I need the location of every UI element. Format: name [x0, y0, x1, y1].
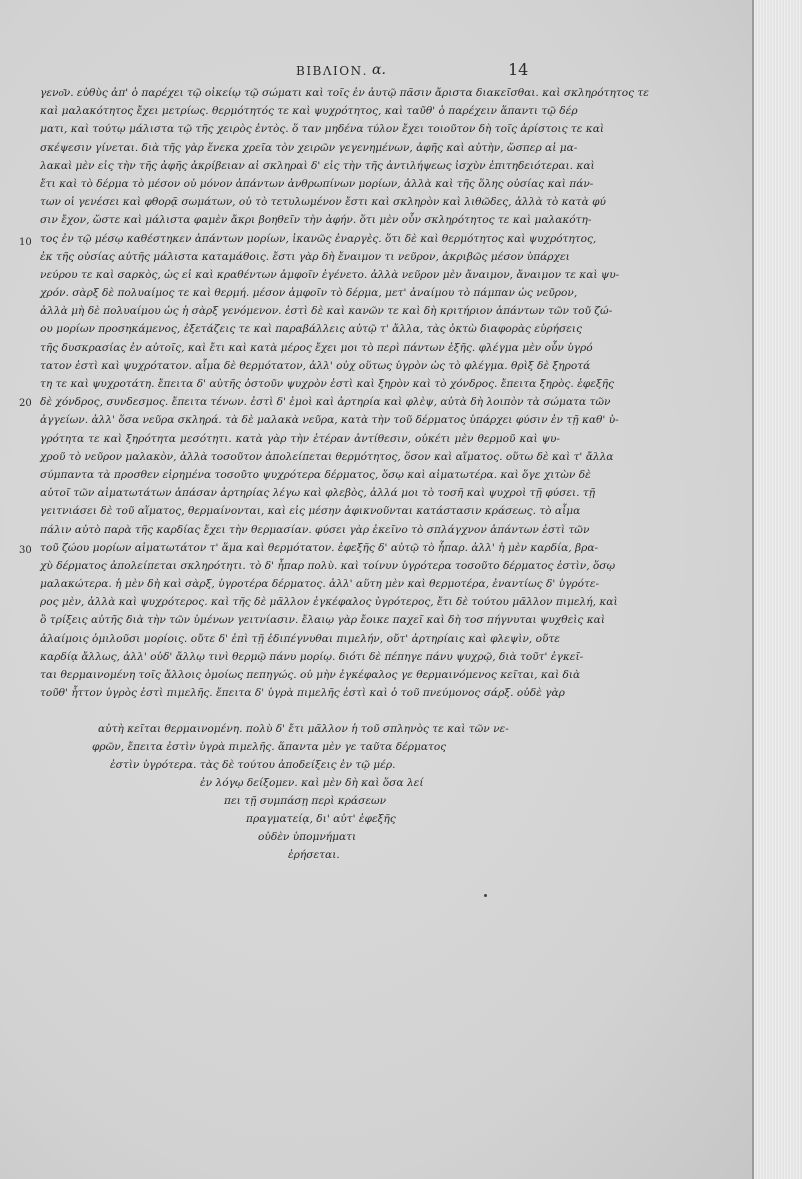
text-line: των οἱ γενέσει καὶ φθορᾷ σωμάτων, οὐ τὸ τετυλωμένον ἔστι καὶ σκληρὸν καὶ λιθῶδες, ἀλλὰ τὸ κατὰ φύ — [40, 196, 606, 209]
text-line: σύμπαντα τὰ προσθεν εἰρημένα τοσοῦτο ψυχρότερα δέρματος, ὅσῳ καὶ αἱματωτέρα. καὶ ὅγε χιτὼν δὲ — [40, 468, 591, 481]
running-header — [0, 60, 752, 84]
closing-text-line: οὐδὲν ὑπομνήματι — [258, 831, 357, 843]
text-line: ἀλλὰ μὴ δὲ πολυαίμου ὡς ἡ σὰρξ γενόμενον. ἐστὶ δὲ καὶ κανῶν τε καὶ δὴ κριτήριον ἁπάντων τῶν τοῦ ζώ- — [40, 305, 613, 318]
main-text-block — [40, 84, 649, 702]
text-line: γρότητα τε καὶ ξηρότητα μεσότητι. κατὰ γὰρ τὴν ἑτέραν ἀντίθεσιν, οὐκέτι μὲν θερμοῦ καὶ ψυ- — [40, 432, 560, 445]
text-line: χὺ δέρματος ἀπολείπεται σκληρότητι. τὸ δ' ἧπαρ πολὺ. καὶ τοίνυν ὑγρότερα τοσοῦτο δέρματος ἐστὶν, ὅσῳ — [40, 559, 616, 572]
text-line: γενο͂ν. εὐθὺς ἀπ' ὁ παρέχει τῷ οἰκείῳ τῷ σώματι καὶ τοῖς ἐν ἀυτῷ πᾶσιν ἄριστα διακεῖσθαι. καὶ σκληρότητος τε — [40, 87, 649, 99]
text-line: λακαὶ μὲν εἰς τὴν τῆς ἀφῆς ἀκρίβειαν αἱ σκληραὶ δ' εἰς τὴν τῆς ἀντιλήψεως ἰσχὺν ἐπιτηδειότεραι. καὶ — [40, 159, 595, 172]
closing-text-line: αὐτὴ κεῖται θερμαινομένη. πολὺ δ' ἔτι μᾶλλον ἡ τοῦ σπληνὸς τε καὶ τῶν νε- — [98, 723, 509, 735]
text-line: καρδίᾳ ἄλλως, ἀλλ' οὐδ' ἄλλῳ τινὶ θερμῷ πάνυ μορίῳ. διότι δὲ πέπηγε πάνυ ψυχρῷ, διὰ τοῦτ' ἐγκεῖ- — [40, 650, 584, 663]
text-line: πάλιν αὐτὸ παρὰ τῆς καρδίας ἔχει τὴν θερμασίαν. φύσει γὰρ ἐκεῖνο τὸ σπλάγχνον ἁπάντων ἐστὶ τῶν — [40, 523, 590, 536]
running-title: ΒΙΒΛΙΟΝ. — [296, 64, 368, 78]
text-line: τῆς δυσκρασίας ἐν αὐτοῖς, καὶ ἔτι καὶ κατὰ μέρος ἔχει μοι τὸ περὶ πάντων ἑξῆς. φλέγμα μὲν οὖν ὑγρό — [40, 341, 593, 354]
text-line: τη τε καὶ ψυχροτάτη. ἔπειτα δ' αὐτῆς ὀστοῦν ψυχρὸν ἐστὶ καὶ ξηρὸν καὶ τὸ χόνδρος. ἔπειτα ξηρὸς. ἐφεξῆς — [40, 378, 615, 390]
text-line: ματι, καὶ τούτῳ μάλιστα τῷ τῆς χειρὸς ἐντὸς. ὅ ταν μηδένα τύλον ἔχει τοιοῦτον δὴ τοῖς ἀρίστοις τε καὶ — [40, 123, 605, 136]
text-line: ἀλαίμοις ὁμιλοῦσι μορίοις. οὔτε δ' ἐπὶ τῇ ἐδιπέγνυθαι πιμελήν, οὔτ' ἀρτηρίαις καὶ φλεψὶν, οὔτε — [40, 632, 560, 645]
line-number: 10 — [19, 237, 32, 248]
line-number: 30 — [19, 545, 32, 556]
closing-text-line: ἐστὶν ὑγρότερα. τὰς δὲ τούτου ἀποδείξεις ἐν τῷ μέρ. — [110, 759, 396, 771]
line-number: 20 — [19, 398, 32, 409]
text-line: ἐκ τῆς οὐσίας αὐτῆς μάλιστα καταμάθοις. ἔστι γὰρ δὴ ἔναιμον τι νεῦρον, ἀκριβῶς μέσον ὑπάρχει — [40, 250, 570, 263]
text-line: γειτνιάσει δὲ τοῦ αἵματος, θερμαίνονται, καὶ εἰς μέσην ἀφικνοῦνται κατάστασιν κράσεως. τὸ αἷμα — [40, 505, 581, 518]
text-line: μαλακώτερα. ἡ μὲν δὴ καὶ σὰρξ, ὑγροτέρα δέρματος. ἀλλ' αὕτη μὲν καὶ θερμοτέρα, ἐναντίως δ' ὑγρότε- — [40, 578, 600, 591]
closing-text-line: φρῶν, ἔπειτα ἐστὶν ὑγρὰ πιμελῆς. ἅπαντα μὲν γε ταῦτα δέρματος — [92, 741, 447, 753]
text-line: χροῦ τὸ νεῦρον μαλακὸν, ἀλλὰ τοσοῦτον ἀπολείπεται θερμότητος, ὅσον καὶ αἵματος. οὕτω δὲ καὶ τ' ἄλλα — [40, 450, 614, 463]
text-line: τοῦ ζώου μορίων αἱματωτάτον τ' ἅμα καὶ θερμότατον. ἐφεξῆς δ' αὐτῷ τὸ ἧπαρ. ἀλλ' ἡ μὲν καρδία, βρα- — [40, 541, 599, 554]
text-line: ρος μὲν, ἀλλὰ καὶ ψυχρότερος. καὶ τῆς δὲ μᾶλλον ἐγκέφαλος ὑγρότερος, ἔτι δὲ τούτου μᾶλλον πιμελή, καὶ — [40, 596, 618, 609]
text-line: σκέψεσιν γίνεται. διὰ τῆς γὰρ ἕνεκα χρεῖα τὸν χειρῶν γεγενημένων, ἀφῆς καὶ αὐτὴν, ὥσπερ αἱ μα- — [40, 141, 578, 154]
text-line: ου μορίων προσηκάμενος, ἐξετάζεις τε καὶ παραβάλλεις αὐτῷ τ' ἄλλα, τὰς ὀκτὼ διαφορὰς εὑρήσεις — [40, 323, 583, 336]
closing-text-line: πει τῇ συμπάσῃ περὶ κράσεων — [224, 795, 387, 807]
text-line: τοῦθ' ἧττον ὑγρὸς ἐστὶ πιμελῆς. ἔπειτα δ' ὑγρὰ πιμελῆς ἐστὶ καὶ ὁ τοῦ πνεύμονος σάρξ. οὐδὲ γὰρ — [40, 687, 565, 700]
text-line: νεύρου τε καὶ σαρκὸς, ὡς εἰ καὶ κραθέντων ἀμφοῖν ἐγένετο. ἀλλὰ νεῦρον μὲν ἄναιμον, ἄναιμον τε καὶ ψυ- — [40, 268, 620, 281]
text-line: ἔτι καὶ τὸ δέρμα τὸ μέσον οὐ μόνον ἁπάντων ἀνθρωπίνων μορίων, ἀλλὰ καὶ τῆς ὅλης οὐσίας καὶ πάν- — [40, 177, 594, 190]
closing-text-line: ἐν λόγῳ δείξομεν. καὶ μὲν δὴ καὶ ὅσα λεί — [200, 777, 424, 789]
text-line: ται θερμαινομένη τοῖς ἄλλοις ὁμοίως πεπηγώς. οὐ μὴν ἐγκέφαλος γε θερμαινόμενος κεῖται, καὶ διὰ — [40, 669, 581, 681]
signature-mark: α. — [372, 62, 386, 78]
closing-text-line: ἐρήσεται. — [288, 849, 340, 861]
text-line: σιν ἔχον, ὥστε καὶ μάλιστα φαμὲν ἄκρι βοηθεῖν τὴν ἁφήν. ὅτι μὲν οὖν σκληρότητος τε καὶ μαλακότη- — [40, 214, 592, 227]
text-line: καὶ μαλακότητος ἔχει μετρίως. θερμότητός τε καὶ ψυχρότητος, καὶ ταῦθ' ὁ παρέχειν ἅπαντι τῷ δέρ — [40, 105, 578, 118]
closing-text-line: πραγματείᾳ, δι' αὐτ' ἐφεξῆς — [246, 813, 396, 825]
folio-number: 14 — [508, 60, 529, 79]
text-line: αὐτοῖ τῶν αἱματωτάτων ἁπάσαν ἀρτηρίας λέγω καὶ φλεβὸς, ἀλλά μοι τὸ τοσῆ καὶ ψυχροὶ τῇ φύσει. τῇ — [40, 487, 596, 500]
text-line: χρόν. σὰρξ δὲ πολυαίμος τε καὶ θερμή. μέσον ἀμφοῖν τὸ δέρμα, μετ' ἀναίμου τὸ πάμπαν ὡς νεῦρον, — [40, 287, 578, 300]
text-line: τος ἐν τῷ μέσῳ καθέστηκεν ἁπάντων μορίων, ἱκανῶς ἐναργὲς. ὅτι δὲ καὶ θερμότητος καὶ ψυχρότητος, — [40, 232, 597, 245]
text-line: ὃ τρίξεις αὐτῆς διὰ τὴν τῶν ὑμένων γειτνίασιν. ἔλαιῳ γὰρ ἔοικε παχεῖ καὶ δὴ τοσ πήγνυται ψυχθεὶς καὶ — [40, 614, 605, 627]
text-line: δὲ χόνδρος, συνδεσμος. ἔπειτα τένων. ἐστὶ δ' ἐμοὶ καὶ ἀρτηρία καὶ φλὲψ, αὐτὰ δὴ λοιπὸν τὰ σώματα τῶν — [40, 396, 611, 409]
text-line: ἀγγείων. ἀλλ' ὅσα νεῦρα σκληρά. τὰ δὲ μαλακὰ νεῦρα, κατὰ τὴν τοῦ δέρματος ὑπάρχει φύσιν ἐν τῇ καθ' ὑ- — [40, 414, 619, 427]
paper-speck — [484, 894, 487, 897]
page-edges — [752, 0, 802, 1179]
text-line: τατον ἐστὶ καὶ ψυχρότατον. αἷμα δὲ θερμότατον, ἀλλ' οὐχ οὕτως ὑγρὸν ὡς τὸ φλέγμα. θρὶξ δὲ ξηροτά — [40, 359, 591, 372]
